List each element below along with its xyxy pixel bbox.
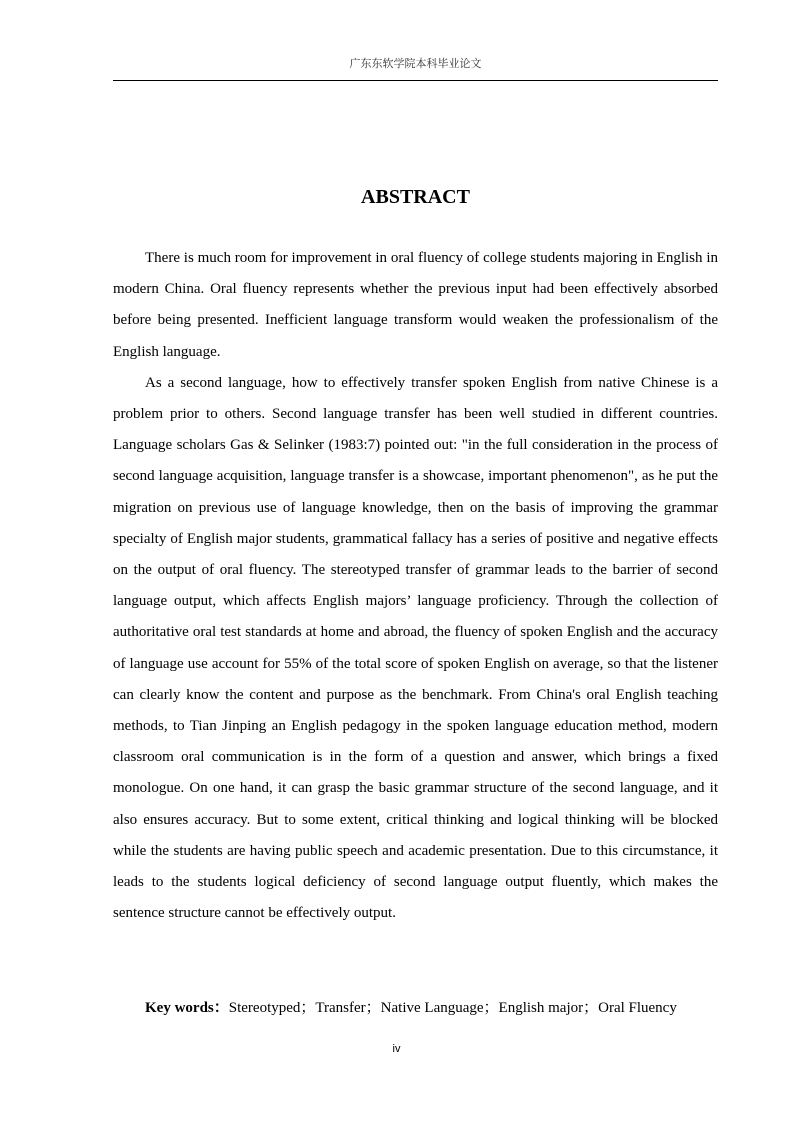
abstract-paragraph: As a second language, how to effectively transfer spoken English from native Chinese is a problem prior to others. Second language transfer has been well studied in different countries. Language scholars Gas & Selinker (1983:7) pointed out: "in the full consideration in the process of second language acquisition, language transfer is a showcase, important phenomenon", as he put the migration on previous use of language knowledge, then on the basis of improving the grammar specialty of English major students, grammatical fallacy has a series of positive and negative effects on the output of oral fluency. The stereotyped transfer of grammar leads to the barrier of second language output, which affects English majors’ language proficiency. Through the collection of authoritative oral test standards at home and abroad, the fluency of spoken English and the accuracy of language use account for 55% of the total score of spoken English on average, so that the listener can clearly know the content and purpose as the benchmark. From China's oral English teaching methods, to Tian Jinping an English pedagogy in the spoken language education method, modern classroom oral communication is in the form of a question and answer, which brings a fixed monologue. On one hand, it can grasp the basic grammar structure of the second language, and it also ensures accuracy. But to some extent, critical thinking and logical thinking will be blocked while the students are having public speech and academic presentation. Due to this circumstance, it leads to the students logical deficiency of second language output fluently, which makes the sentence structure cannot be effectively output. [113,374,718,922]
keywords-line [145,993,725,1023]
abstract-title: ABSTRACT [361,186,470,208]
abstract-paragraph: There is much room for improvement in oral fluency of college students majoring in English in modern China. Oral fluency represents whether the previous input had been effectively absorbed before being presented. Inefficient language transform would weaken the professionalism of the English language. [113,250,718,360]
keywords-label: Key words： [145,1000,229,1016]
page-number: iv [392,1043,401,1055]
page-header [113,56,718,81]
keywords-list: Stereotyped；Transfer；Native Language；English major；Oral Fluency [228,1000,677,1016]
page-header-text: 广东东软学院本科毕业论文 [349,57,482,70]
abstract-body [113,243,718,929]
